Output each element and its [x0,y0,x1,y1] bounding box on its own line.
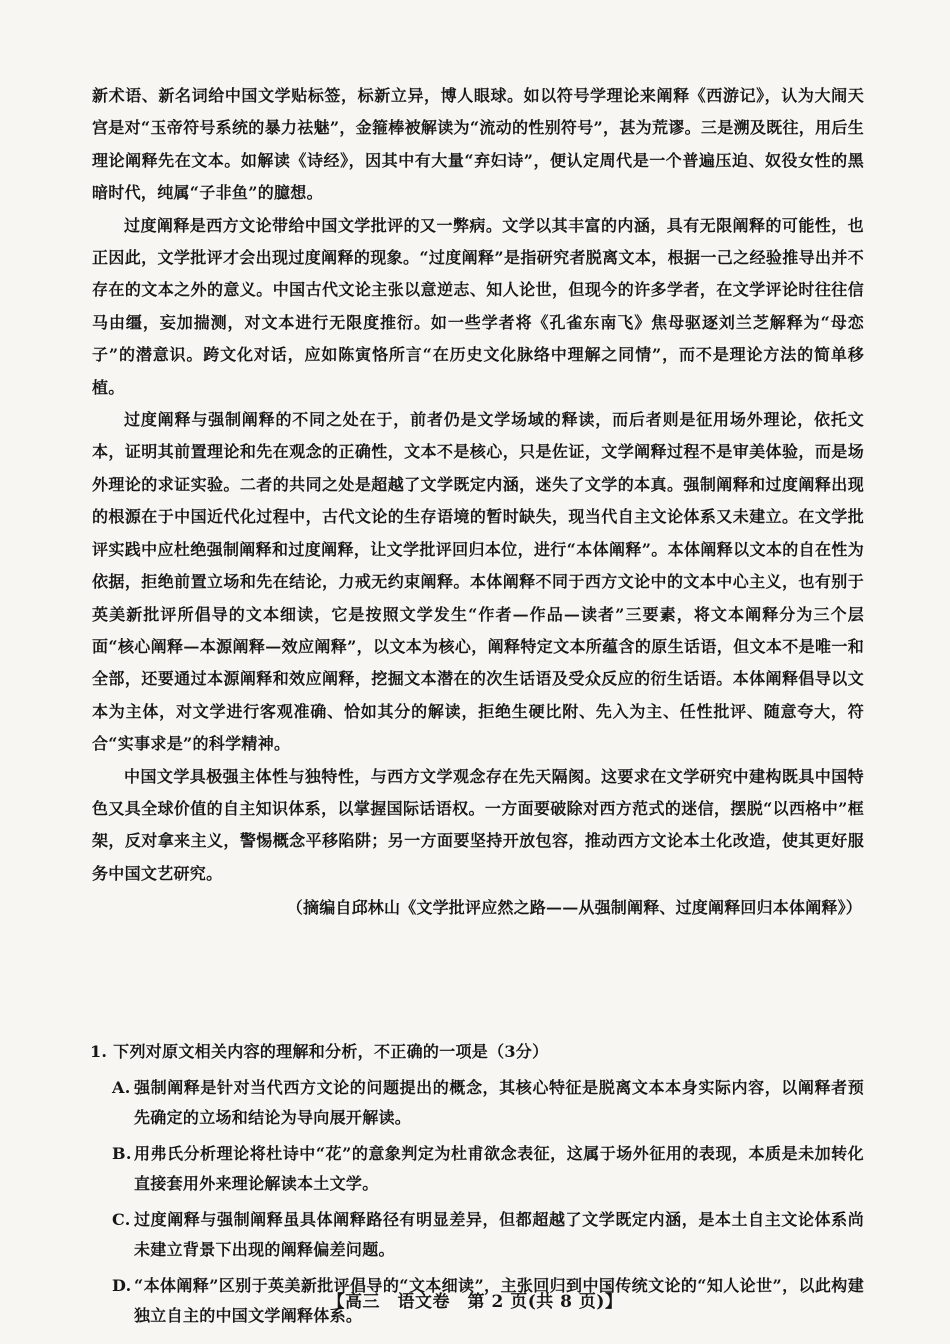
option-letter: D. [112,1276,132,1295]
option-letter: A. [112,1078,131,1097]
option-text: “本体阐释”区别于英美新批评倡导的“文本细读”，主张回归到中国传统文论的“知人论世”，以此构建独立自主的中国文学阐释体系。 [134,1276,864,1325]
option-a [112,1073,864,1133]
option-letter: B. [112,1144,132,1163]
option-letter: C. [112,1210,131,1229]
passage-paragraph-3: 过度阐释与强制阐释的不同之处在于，前者仍是文学场域的释读，而后者则是征用场外理论，依托文本，证明其前置理论和先在观念的正确性，文本不是核心，只是佐证，文学阐释过程不是审美体验，而是场外理论的求证实验。二者的共同之处是超越了文学既定内涵，迷失了文学的本真。强制阐释和过度阐释出现的根源在于中国近代化过程中，古代文论的生存语境的暂时缺失，现当代自主文论体系又未建立。在文学批评实践中应杜绝强制阐释和过度阐释，让文学批评回归本位，进行“本体阐释”。本体阐释以文本的自在性为依据，拒绝前置立场和先在结论，力戒无约束阐释。本体阐释不同于西方文论中的文本中心主义，也有别于英美新批评所倡导的文本细读，它是按照文学发生“作者—作品—读者”三要素，将文本阐释分为三个层面“核心阐释—本源阐释—效应阐释”，以文本为核心，阐释特定文本所蕴含的原生话语，但文本不是唯一和全部，还要通过本源阐释和效应阐释，挖掘文本潜在的次生话语及受众反应的衍生话语。本体阐释倡导以文本为主体，对文学进行客观准确、恰如其分的解读，拒绝生硬比附、先入为主、任性批评、随意夸大，符合“实事求是”的科学精神。 [92,410,864,754]
option-c [112,1205,864,1265]
option-text: 过度阐释与强制阐释虽具体阐释路径有明显差异，但都超越了文学既定内涵，是本土自主文论体系尚未建立背景下出现的阐释偏差问题。 [134,1210,864,1259]
option-text: 强制阐释是针对当代西方文论的问题提出的概念，其核心特征是脱离文本本身实际内容，以阐释者预先确定的立场和结论为导向展开解读。 [134,1078,864,1127]
reading-passage [92,80,864,923]
passage-source: （摘编自邱林山《文学批评应然之路——从强制阐释、过度阐释回归本体阐释》） [286,898,862,918]
passage-paragraph-2: 过度阐释是西方文论带给中国文学批评的又一弊病。文学以其丰富的内涵，具有无限阐释的可能性，也正因此，文学批评才会出现过度阐释的现象。“过度阐释”是指研究者脱离文本，根据一己之经验推导出并不存在的文本之外的意义。中国古代文论主张以意逆志、知人论世，但现今的许多学者，在文学评论时往往信马由缰，妄加揣测，对文本进行无限度推衍。如一些学者将《孔雀东南飞》焦母驱逐刘兰芝解释为“母恋子”的潜意识。跨文化对话，应如陈寅恪所言“在历史文化脉络中理解之同情”，而不是理论方法的简单移植。 [92,215,864,397]
page-footer: 【高三 语文卷 第 2 页(共 8 页)】 [327,1292,623,1312]
passage-paragraph-4: 中国文学具极强主体性与独特性，与西方文学观念存在先天隔阂。这要求在文学研究中建构既具中国特色又具全球价值的自主知识体系，以掌握国际话语权。一方面要破除对西方范式的迷信，摆脱“以西格中”框架，反对拿来主义，警惕概念平移陷阱；另一方面要坚持开放包容，推动西方文论本土化改造，使其更好服务中国文艺研究。 [92,766,864,883]
option-text: 用弗氏分析理论将杜诗中“花”的意象判定为杜甫欲念表征，这属于场外征用的表现，本质是未加转化直接套用外来理论解读本土文学。 [134,1144,864,1193]
question-stem: 1. 下列对原文相关内容的理解和分析，不正确的一项是（3分） [90,1042,549,1061]
option-b [112,1139,864,1199]
passage-paragraph-1: 新术语、新名词给中国文学贴标签，标新立异，博人眼球。如以符号学理论来阐释《西游记》，认为大闹天宫是对“玉帝符号系统的暴力祛魅”，金箍棒被解读为“流动的性别符号”，甚为荒谬。三是溯及既往，用后生理论阐释先在文本。如解读《诗经》，因其中有大量“弃妇诗”，便认定周代是一个普遍压迫、奴役女性的黑暗时代，纯属“子非鱼”的臆想。 [92,86,864,203]
